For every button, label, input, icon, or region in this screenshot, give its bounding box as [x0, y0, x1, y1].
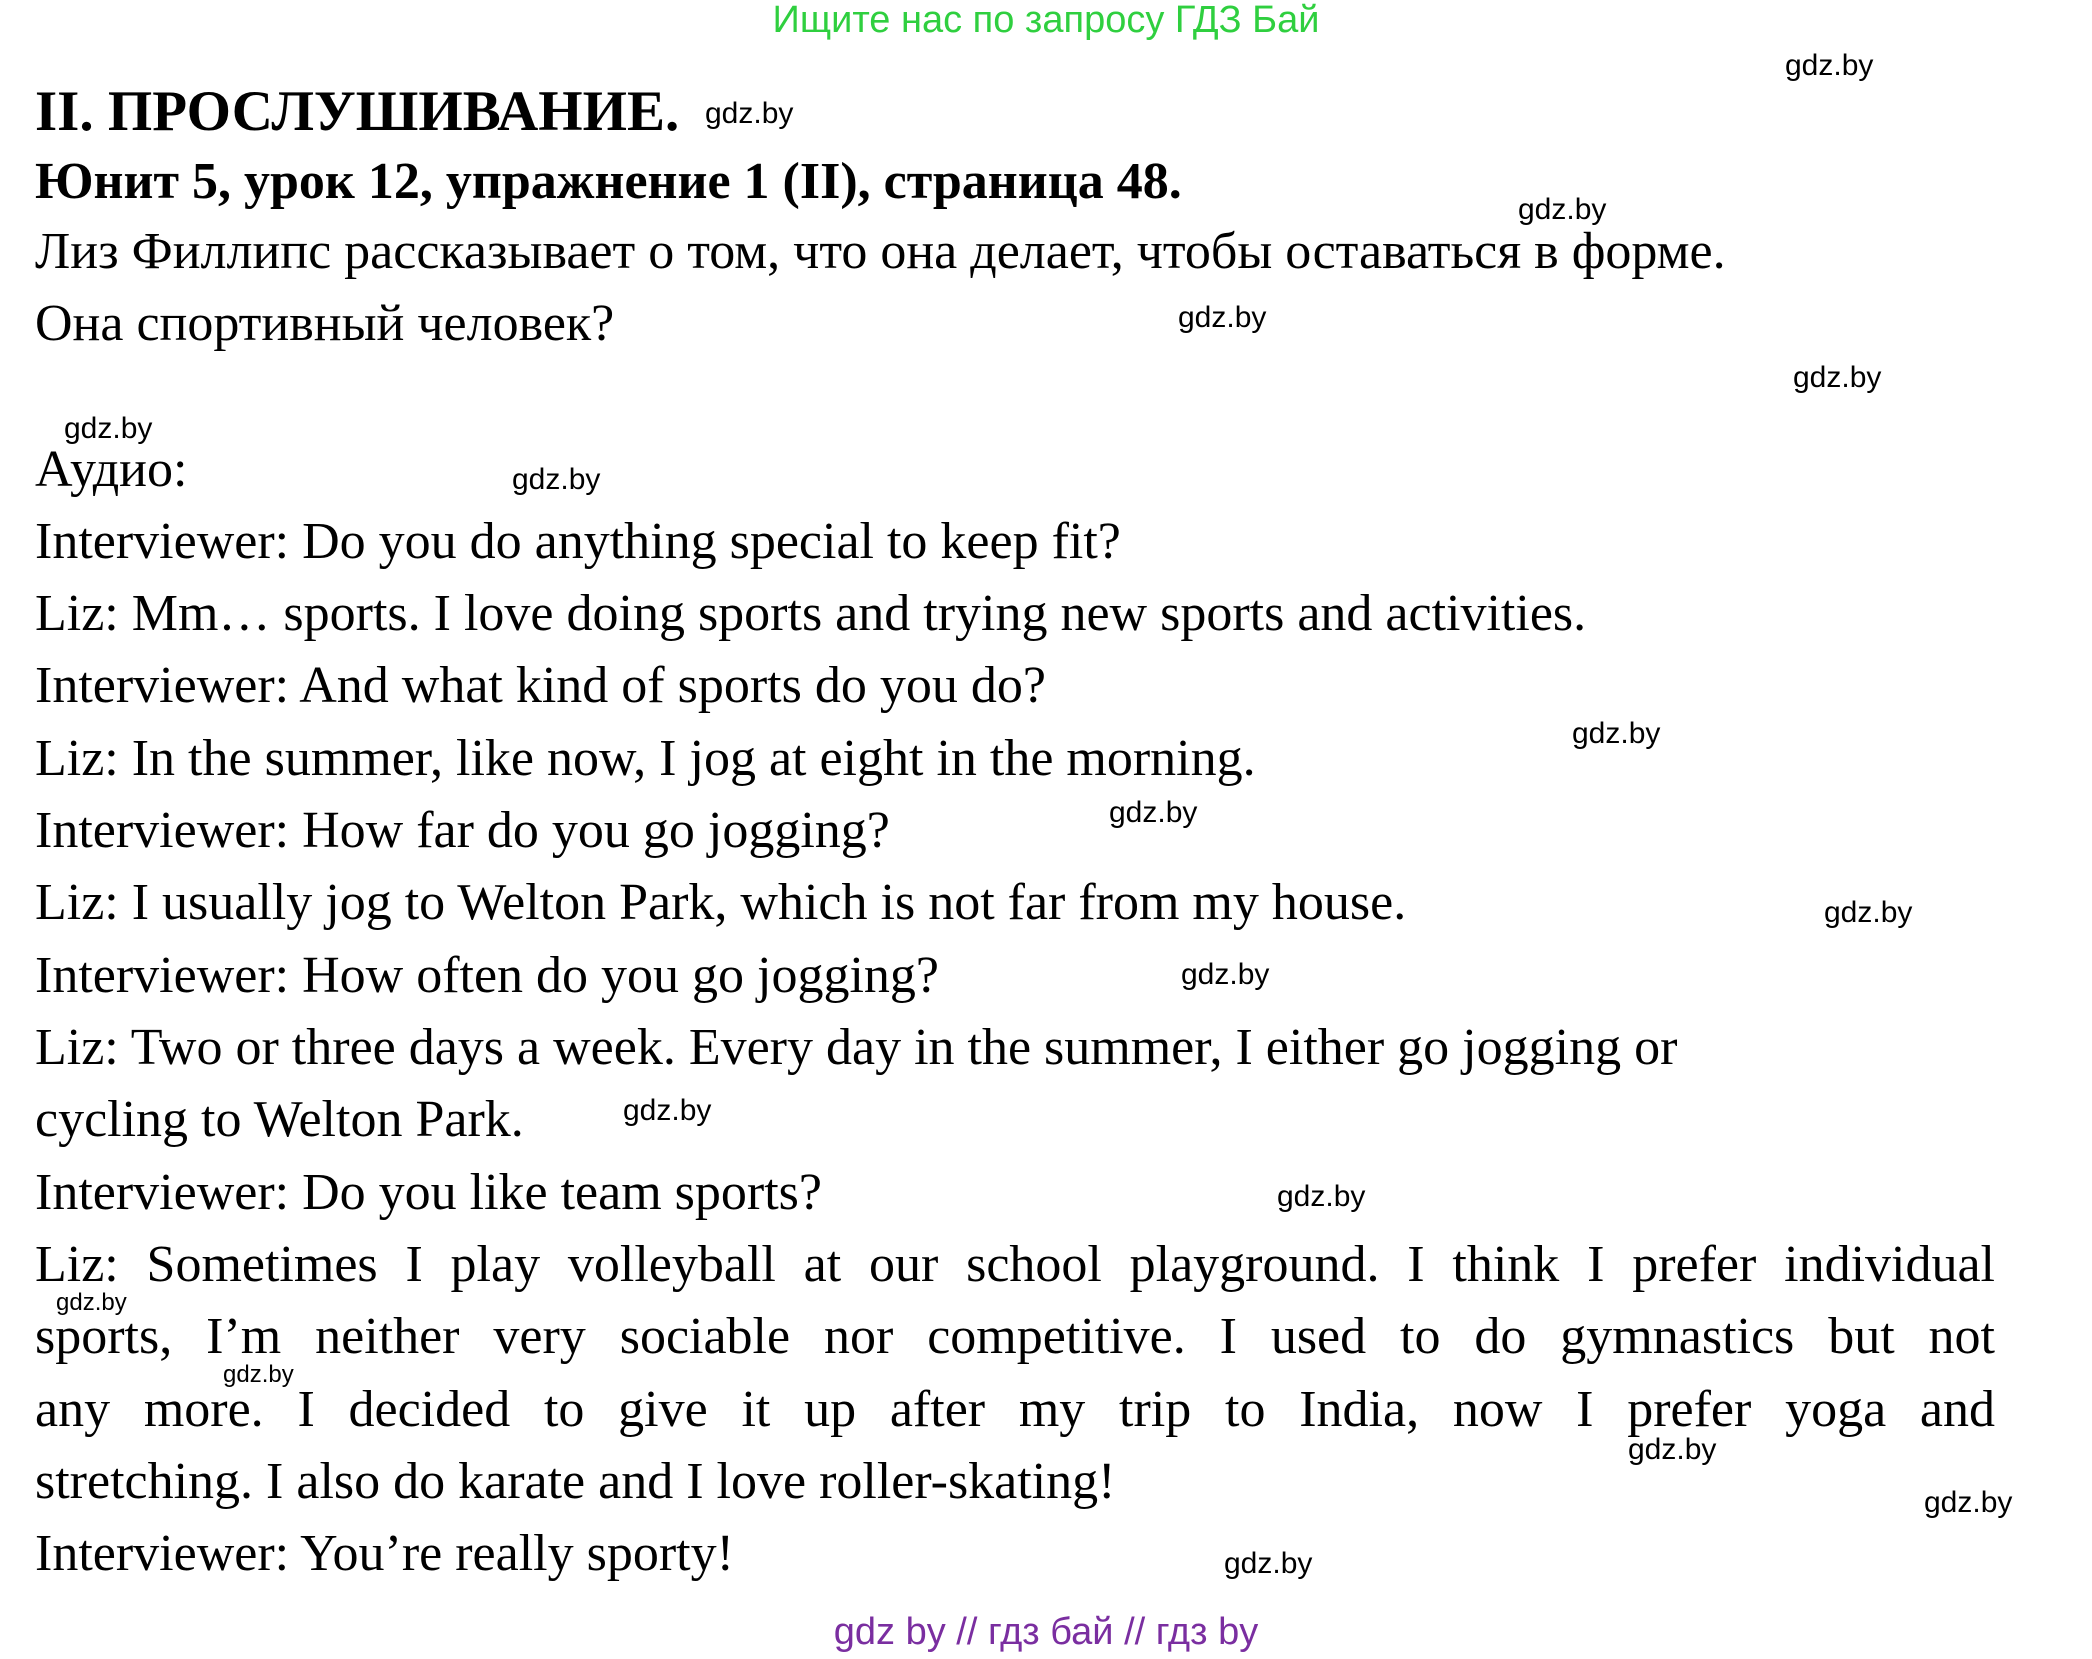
- audio-label: Аудио:: [35, 441, 188, 498]
- watermark: gdz.by: [1518, 193, 1607, 226]
- watermark: gdz.by: [1109, 796, 1198, 829]
- dialogue-line: stretching. I also do karate and I love roller-skating!: [35, 1453, 1116, 1510]
- watermark: gdz.by: [512, 463, 601, 496]
- dialogue-line: Liz: In the summer, like now, I jog at eight in the morning.: [35, 730, 1256, 787]
- watermark: gdz.by: [1793, 361, 1882, 394]
- dialogue-line: cycling to Welton Park.: [35, 1091, 524, 1148]
- dialogue-line: Liz: I usually jog to Welton Park, which is not far from my house.: [35, 874, 1407, 931]
- watermark: gdz.by: [1924, 1486, 2013, 1519]
- watermark: gdz.by: [1181, 958, 1270, 991]
- dialogue-line: any more. I decided to give it up after my trip to India, now I prefer yoga and: [35, 1381, 1995, 1438]
- dialogue-line: Interviewer: How often do you go jogging?: [35, 947, 940, 1004]
- watermark: gdz.by: [1785, 49, 1874, 82]
- watermark: gdz.by: [223, 1361, 294, 1388]
- watermark: gdz.by: [1572, 717, 1661, 750]
- dialogue-line: sports, I’m neither very sociable nor competitive. I used to do gymnastics but not: [35, 1308, 1995, 1365]
- watermark: gdz.by: [64, 412, 153, 445]
- dialogue-line: Liz: Two or three days a week. Every day in the summer, I either go jogging or: [35, 1019, 1678, 1076]
- watermark: gdz.by: [1628, 1433, 1717, 1466]
- watermark: gdz.by: [705, 97, 794, 130]
- dialogue-line: Interviewer: Do you like team sports?: [35, 1164, 822, 1221]
- task-line-2: Она спортивный человек?: [35, 295, 615, 352]
- watermark: gdz.by: [1224, 1547, 1313, 1580]
- dialogue-line: Interviewer: How far do you go jogging?: [35, 802, 890, 859]
- watermark: gdz.by: [56, 1289, 127, 1316]
- section-title: II. ПРОСЛУШИВАНИЕ.: [35, 80, 680, 143]
- dialogue-line: Interviewer: You’re really sporty!: [35, 1525, 734, 1582]
- exercise-title: Юнит 5, урок 12, упражнение 1 (II), страница 48.: [35, 153, 1182, 210]
- dialogue-line: Liz: Sometimes I play volleyball at our school playground. I think I prefer individual: [35, 1236, 1995, 1293]
- watermark: gdz.by: [1824, 896, 1913, 929]
- watermark: gdz.by: [1178, 301, 1267, 334]
- dialogue-line: Interviewer: And what kind of sports do you do?: [35, 657, 1046, 714]
- dialogue-line: Interviewer: Do you do anything special to keep fit?: [35, 513, 1121, 570]
- top-banner[interactable]: Ищите нас по запросу ГДЗ Бай: [772, 0, 1320, 41]
- task-line-1: Лиз Филлипс рассказывает о том, что она делает, чтобы оставаться в форме.: [35, 223, 1726, 280]
- watermark: gdz.by: [623, 1094, 712, 1127]
- footer-links[interactable]: gdz by // гдз бай // гдз by: [833, 1611, 1259, 1653]
- watermark: gdz.by: [1277, 1180, 1366, 1213]
- dialogue-line: Liz: Mm… sports. I love doing sports and trying new sports and activities.: [35, 585, 1587, 642]
